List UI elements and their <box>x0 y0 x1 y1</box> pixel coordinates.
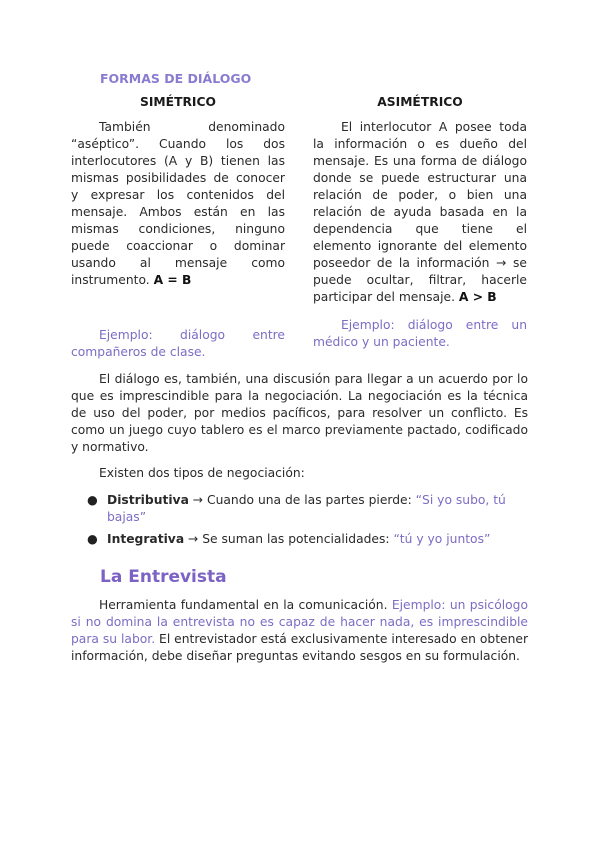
negotiation-type-text: → Cuando una de las partes pierde: <box>188 493 416 507</box>
negotiation-type-name: Integrativa <box>107 532 185 546</box>
asymmetric-column <box>313 94 527 306</box>
dialogue-paragraph: El diálogo es, también, una discusión para llegar a un acuerdo por lo que es imprescindible para la negociación. La negociación es la técnica de uso del poder, por medios pacíficos, para resolver un conflicto. Es como un juego cuyo tablero es el marco previamente pactado, codificado y normativo. <box>71 372 528 454</box>
symmetric-formula: A = B <box>153 273 192 287</box>
asymmetric-formula: A > B <box>458 290 497 304</box>
interview-rest: El entrevistador está exclusivamente interesado en obtener información, debe diseñar preguntas evitando sesgos en su formulación. <box>71 632 528 663</box>
symmetric-body <box>71 119 285 289</box>
symmetric-body-text: También denominado “aséptico”. Cuando los dos interlocutores (A y B) tienen las mismas posibilidades de conocer y expresar los contenidos del mensaje. Ambos están en las mismas condiciones, ninguno puede coaccionar o dominar usando al mensaje como instrumento. <box>71 120 285 287</box>
interview-example: Ejemplo: un psicólogo si no domina la entrevista no es capaz de hacer nada, es imprescindible para su labor. <box>71 598 528 646</box>
list-item <box>87 492 547 526</box>
asymmetric-example: Ejemplo: diálogo entre un médico y un paciente. <box>313 318 527 349</box>
negotiation-types-list <box>87 492 547 553</box>
interview-intro: Herramienta fundamental en la comunicación. <box>99 598 392 612</box>
interview-paragraph <box>71 597 528 665</box>
symmetric-example: Ejemplo: diálogo entre compañeros de clase. <box>71 328 285 359</box>
asymmetric-title: ASIMÉTRICO <box>377 95 463 109</box>
list-item <box>87 531 547 548</box>
section-label: FORMAS DE DIÁLOGO <box>100 71 252 86</box>
negotiation-type-example: “Si yo subo, tú bajas” <box>107 493 506 524</box>
negotiation-type-name: Distributiva <box>107 493 189 507</box>
asymmetric-body <box>313 119 527 306</box>
negotiation-type-example: “tú y yo juntos” <box>393 532 491 546</box>
bullet-icon: ● <box>87 493 98 507</box>
negotiation-type-text: → Se suman las potencialidades: <box>184 532 394 546</box>
negotiation-types-intro: Existen dos tipos de negociación: <box>99 466 305 480</box>
symmetric-column <box>71 94 285 289</box>
interview-heading: La Entrevista <box>100 567 227 587</box>
asymmetric-body-text: El interlocutor A posee toda la información o es dueño del mensaje. Es una forma de diálogo donde se puede estructurar una relación de poder, o bien una relación de ayuda basada en la dependencia que tiene el elemento ignorante del elemento poseedor de la información → se puede ocultar, filtrar, hacerle participar del mensaje. <box>313 120 527 304</box>
symmetric-title: SIMÉTRICO <box>140 95 216 109</box>
bullet-icon: ● <box>87 532 98 546</box>
